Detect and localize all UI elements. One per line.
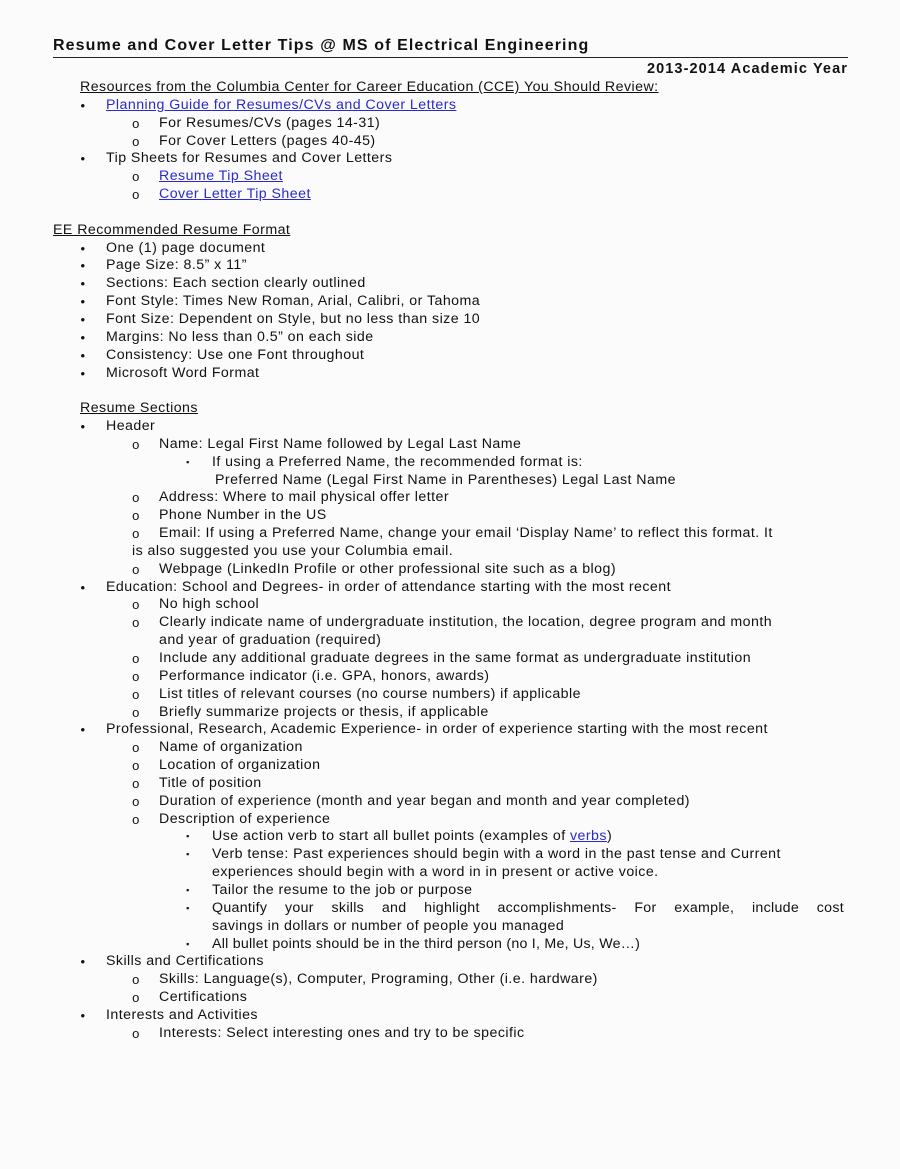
bullet: • [80,258,86,274]
list-item: Tailor the resume to the job or purpose [212,881,473,898]
list-item: All bullet points should be in the third person (no I, Me, Us, We…) [212,935,641,952]
bullet: • [80,151,86,167]
section-label-education: Education: School and Degrees- in order of attendance starting with the most recent [106,578,671,595]
bullet: • [80,294,86,310]
bullet: ▪ [186,938,190,949]
bullet: o [132,811,140,827]
bullet: o [132,187,140,203]
list-item: Duration of experience (month and year began and month and year completed) [159,792,690,809]
bullet: o [132,508,140,524]
list-item: One (1) page document [106,239,266,256]
list-item: Webpage (LinkedIn Profile or other professional site such as a blog) [159,560,616,577]
bullet: o [132,704,140,720]
bullet: o [132,115,140,131]
bullet: o [132,490,140,506]
list-item: Interests: Select interesting ones and try to be specific [159,1024,525,1041]
list-item: Font Style: Times New Roman, Arial, Calibri, or Tahoma [106,293,481,310]
list-item: Font Size: Dependent on Style, but no less than size 10 [106,310,481,327]
list-item-continued: experiences should begin with a word in in present or active voice. [212,864,659,881]
bullet: • [80,365,86,381]
bullet: o [132,740,140,756]
list-item: Skills: Language(s), Computer, Programing, Other (i.e. hardware) [159,971,598,988]
list-item: Location of organization [159,757,321,774]
bullet: o [132,668,140,684]
list-item: Consistency: Use one Font throughout [106,346,365,363]
list-item-continued: and year of graduation (required) [159,632,382,649]
bullet: ▪ [186,831,190,842]
list-item: Page Size: 8.5” x 11” [106,257,247,274]
list-item: Name of organization [159,739,303,756]
bullet: o [132,775,140,791]
bullet: o [132,436,140,452]
list-item-continued: Preferred Name (Legal First Name in Parentheses) Legal Last Name [215,471,676,488]
list-item: Margins: No less than 0.5” on each side [106,328,374,345]
bullet: o [132,793,140,809]
planning-guide-link[interactable]: Planning Guide for Resumes/CVs and Cover Letters [106,96,457,113]
document-body [0,79,900,1043]
bullet: o [132,597,140,613]
list-item: If using a Preferred Name, the recommended format is: [212,453,583,470]
title-divider [53,57,848,58]
list-item: For Resumes/CVs (pages 14-31) [159,114,381,131]
bullet: o [132,169,140,185]
list-item: Certifications [159,989,248,1006]
bullet: • [80,311,86,327]
section-label-header: Header [106,418,156,435]
bullet: • [80,329,86,345]
bullet: ▪ [186,902,190,913]
bullet: o [132,526,140,542]
bullet: o [132,686,140,702]
bullet: ▪ [186,884,190,895]
bullet: • [80,97,86,113]
list-item: Email: If using a Preferred Name, change your email ‘Display Name’ to reflect this format. It [159,525,773,542]
verbs-link[interactable]: verbs [569,828,607,845]
list-item: Address: Where to mail physical offer letter [159,489,449,506]
bullet: o [132,1025,140,1041]
list-item: Sections: Each section clearly outlined [106,275,366,292]
academic-year: 2013-2014 Academic Year [646,61,848,77]
list-item: Phone Number in the US [159,507,327,524]
bullet: o [132,758,140,774]
sections-heading: Resume Sections [80,400,198,417]
bullet: • [80,1007,86,1023]
section-label-experience: Professional, Research, Academic Experience- in order of experience starting with the most recent [106,721,768,738]
list-item: No high school [159,596,260,613]
bullet: • [80,722,86,738]
bullet: o [132,561,140,577]
bullet: o [132,972,140,988]
action-verb-close: ) [606,828,613,845]
bullet: • [80,347,86,363]
list-item: Description of experience [159,810,331,827]
resources-heading: Resources from the Columbia Center for Career Education (CCE) You Should Review: [80,79,659,95]
list-item-continued: is also suggested you use your Columbia email. [132,542,454,559]
bullet: • [80,240,86,256]
cover-letter-tip-sheet-link[interactable]: Cover Letter Tip Sheet [159,186,311,203]
document-title: Resume and Cover Letter Tips @ MS of Electrical Engineering [53,37,590,54]
section-label-interests: Interests and Activities [106,1006,258,1023]
bullet: o [132,615,140,631]
list-item: Title of position [159,774,262,791]
list-item: Name: Legal First Name followed by Legal Last Name [159,435,522,452]
list-item: List titles of relevant courses (no course numbers) if applicable [159,685,581,702]
list-item: For Cover Letters (pages 40-45) [159,132,376,149]
section-label-skills: Skills and Certifications [106,953,264,970]
bullet: o [132,990,140,1006]
list-item [212,828,612,846]
bullet: • [80,419,86,435]
list-item: Performance indicator (i.e. GPA, honors, awards) [159,667,490,684]
bullet: • [80,579,86,595]
bullet: • [80,954,86,970]
format-heading: EE Recommended Resume Format [53,221,291,238]
bullet: o [132,651,140,666]
bullet: ▪ [186,456,190,467]
list-item: Tip Sheets for Resumes and Cover Letters [106,150,393,167]
list-item: Include any additional graduate degrees in the same format as undergraduate institution [159,650,752,666]
list-item-continued: savings in dollars or number of people you managed [212,917,565,934]
list-item: Verb tense: Past experiences should begin with a word in the past tense and Current [212,846,781,863]
list-item: Quantify your skills and highlight accomplishments- For example, include cost [212,899,844,916]
resume-tip-sheet-link[interactable]: Resume Tip Sheet [159,168,283,185]
list-item: Clearly indicate name of undergraduate institution, the location, degree program and month [159,614,773,631]
bullet: o [132,133,140,149]
list-item: Briefly summarize projects or thesis, if applicable [159,703,489,720]
action-verb-text: Use action verb to start all bullet points (examples of [212,828,570,845]
list-item: Microsoft Word Format [106,364,260,381]
bullet: ▪ [186,849,190,860]
bullet: • [80,276,86,292]
